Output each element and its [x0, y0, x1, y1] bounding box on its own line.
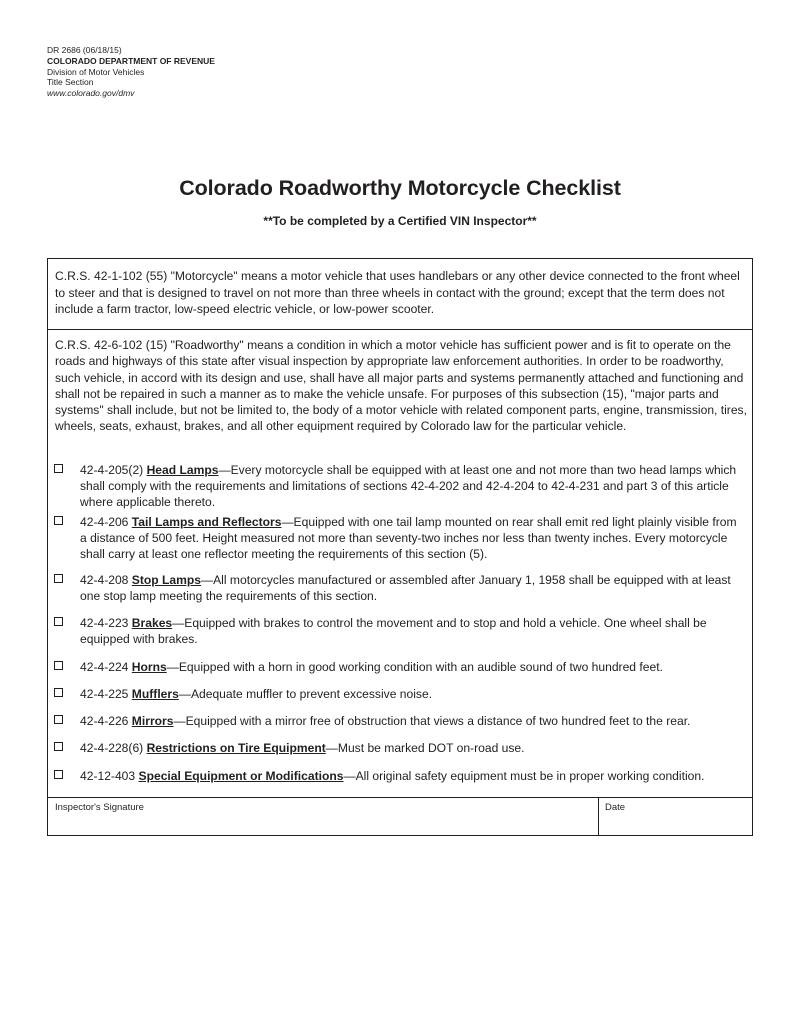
item-code: 42-4-206: [80, 515, 129, 529]
checklist-item-brakes: 42-4-223 Brakes—Equipped with brakes to control the movement and to stop and hold a vehicle. One wheel shall be equipped with brakes.: [54, 615, 746, 647]
checklist-item-tail-lamps: 42-4-206 Tail Lamps and Reflectors—Equipped with one tail lamp mounted on rear shall emit red light plainly visible from a distance of 500 feet. Height measured not more than seventy-two inches nor less than twenty inches. Every motorcycle shall carry at least one reflector meeting the requirements of this section (5).: [54, 514, 746, 562]
item-description: Equipped with one tail lamp mounted on rear shall emit red light plainly visible from a distance of 500 feet. Height measured not more than seventy-two inches nor less than twenty inches. Every motorcycle shall carry at least one reflector meeting the requirements of this section (5).: [80, 515, 737, 561]
signature-row: [48, 797, 752, 836]
motorcycle-definition: C.R.S. 42-1-102 (55) "Motorcycle" means a motor vehicle that uses handlebars or any other device connected to the front wheel to steer and that is designed to travel on not more than three wheels in contact with the ground; except that the term does not include a farm tractor, low-speed electric vehicle, or low-power scooter.: [55, 269, 740, 316]
checkbox-brakes[interactable]: [54, 617, 63, 626]
item-name: Special Equipment or Modifications: [138, 769, 344, 783]
item-name: Mufflers: [131, 687, 179, 701]
checklist-item-mufflers: 42-4-225 Mufflers—Adequate muffler to prevent excessive noise.: [54, 686, 746, 702]
item-name: Horns: [131, 660, 167, 674]
item-name: Tail Lamps and Reflectors: [131, 515, 282, 529]
checkbox-mirrors[interactable]: [54, 715, 63, 724]
item-description: Adequate muffler to prevent excessive noise.: [190, 687, 433, 701]
checklist-item-head-lamps: 42-4-205(2) Head Lamps—Every motorcycle shall be equipped with at least one and not more than two head lamps which shall comply with the requirements and limitations of sections 42-4-202 and 42-4-204 to 42-4-231 and part 3 of this article where applicable thereto.: [54, 462, 746, 510]
checkbox-tail-lamps[interactable]: [54, 516, 63, 525]
item-name: Restrictions on Tire Equipment: [146, 741, 326, 755]
checkbox-head-lamps[interactable]: [54, 464, 63, 473]
inspector-signature-label: Inspector's Signature: [55, 802, 144, 813]
item-code: 42-12-403: [80, 769, 136, 783]
item-description: Equipped with brakes to control the movement and to stop and hold a vehicle. One wheel shall be equipped with brakes.: [80, 616, 707, 646]
checklist-item-special-equipment: 42-12-403 Special Equipment or Modifications—All original safety equipment must be in proper working condition.: [54, 768, 746, 784]
form-number: DR 2686 (06/18/15): [47, 45, 122, 55]
item-description: Must be marked DOT on-road use.: [337, 741, 525, 755]
item-code: 42-4-226: [80, 714, 129, 728]
item-code: 42-4-225: [80, 687, 129, 701]
roadworthy-definition: C.R.S. 42-6-102 (15) "Roadworthy" means a condition in which a motor vehicle has sufficient power and is fit to operate on the roads and highways of this state after visual inspection by appropriate law enforcement authorities. In order to be roadworthy, such vehicle, in accord with its design and use, shall have all major parts and systems permanently attached and functioning and shall not be repaired in such a manner as to make the vehicle unsafe. For purposes of this subsection (15), "major parts and systems" shall include, but not be limited to, the body of a motor vehicle with related component parts, engine, transmission, tires, wheels, seats, exhaust, brakes, and all other equipment required by Colorado law for the particular vehicle.: [55, 338, 747, 434]
item-code: 42-4-223: [80, 616, 129, 630]
division-name: Division of Motor Vehicles: [47, 66, 145, 77]
website-link[interactable]: www.colorado.gov/dmv: [47, 88, 135, 99]
item-name: Stop Lamps: [131, 573, 202, 587]
department-name: COLORADO DEPARTMENT OF REVENUE: [47, 55, 215, 66]
item-description: Equipped with a mirror free of obstruction that views a distance of two hundred feet to the rear.: [185, 714, 691, 728]
item-description: All original safety equipment must be in proper working condition.: [355, 769, 705, 783]
checkbox-stop-lamps[interactable]: [54, 574, 63, 583]
item-code: 42-4-228(6): [80, 741, 144, 755]
date-label: Date: [605, 802, 626, 813]
form-header: [47, 45, 215, 99]
checkbox-horns[interactable]: [54, 661, 63, 670]
section-name: Title Section: [47, 77, 94, 88]
section-divider: [48, 329, 752, 330]
checkbox-tire-equipment[interactable]: [54, 742, 63, 751]
item-name: Brakes: [131, 616, 173, 630]
checklist-item-tire-equipment: 42-4-228(6) Restrictions on Tire Equipment—Must be marked DOT on-road use.: [54, 740, 746, 756]
checkbox-special-equipment[interactable]: [54, 770, 63, 779]
item-code: 42-4-224: [80, 660, 129, 674]
page-title: Colorado Roadworthy Motorcycle Checklist: [179, 176, 621, 200]
item-code: 42-4-205(2): [80, 463, 144, 477]
checklist-form: [47, 258, 753, 836]
item-description: All motorcycles manufactured or assembled after January 1, 1958 shall be equipped with at least one stop lamp meeting the requirements of this section.: [80, 573, 731, 603]
date-divider: [598, 798, 599, 836]
checklist-item-horns: 42-4-224 Horns—Equipped with a horn in good working condition with an audible sound of two hundred feet.: [54, 659, 746, 675]
page-subtitle: **To be completed by a Certified VIN Inspector**: [263, 214, 537, 228]
checklist-item-stop-lamps: 42-4-208 Stop Lamps—All motorcycles manufactured or assembled after January 1, 1958 shall be equipped with at least one stop lamp meeting the requirements of this section.: [54, 572, 746, 604]
item-name: Head Lamps: [146, 463, 219, 477]
item-description: Equipped with a horn in good working condition with an audible sound of two hundred feet.: [178, 660, 663, 674]
item-name: Mirrors: [131, 714, 174, 728]
item-description: Every motorcycle shall be equipped with at least one and not more than two head lamps which shall comply with the requirements and limitations of sections 42-4-202 and 42-4-204 to 42-4-231 and part 3 of this article where applicable thereto.: [80, 463, 737, 509]
checklist-item-mirrors: 42-4-226 Mirrors—Equipped with a mirror free of obstruction that views a distance of two hundred feet to the rear.: [54, 713, 746, 729]
checkbox-mufflers[interactable]: [54, 688, 63, 697]
item-code: 42-4-208: [80, 573, 129, 587]
